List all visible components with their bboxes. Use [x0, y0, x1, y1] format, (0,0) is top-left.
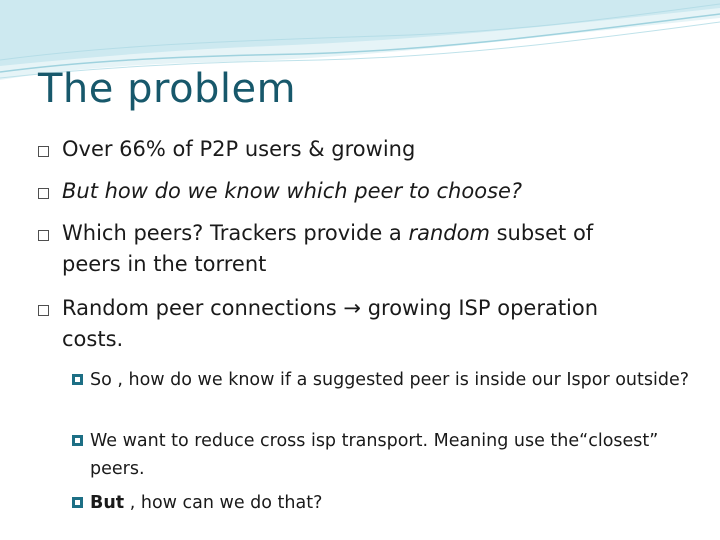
subbullet-text-line: So , how do we know if a suggested peer is inside our Isp — [90, 370, 592, 390]
subbullet-text — [90, 427, 690, 483]
hollow-square-bullet-icon — [38, 146, 49, 157]
filled-square-bullet-icon — [72, 497, 83, 508]
bullet-text: But how do we know which peer to choose? — [62, 179, 523, 203]
filled-square-bullet-icon — [72, 374, 83, 385]
hollow-square-bullet-icon — [38, 188, 49, 199]
bullet-text — [62, 218, 682, 280]
hollow-square-bullet-icon — [38, 305, 49, 316]
bullet-text-part: Which peers? Trackers provide a — [62, 221, 409, 245]
bullet-text-emphasis: random — [408, 221, 490, 245]
slide-title: The problem — [38, 66, 297, 112]
subbullet-text-rest: , how can we do that? — [124, 493, 323, 513]
subbullet-text-line: We want to reduce cross isp transport. Meaning use the — [90, 431, 580, 451]
bullet-text-part: subset of — [489, 221, 594, 245]
hollow-square-bullet-icon — [38, 230, 49, 241]
bullet-text-line: costs. — [62, 327, 124, 351]
subbullet-text-line: “closest” peers. — [90, 431, 659, 479]
subbullet-text — [90, 489, 690, 517]
bullet-text-continuation: peers in the torrent — [62, 252, 267, 276]
bullet-text: Over 66% of P2P users & growing — [62, 137, 416, 161]
subbullet-text-line: or outside? — [591, 370, 690, 390]
bullet-text — [62, 293, 682, 355]
subbullet-text-bold: But — [90, 493, 125, 513]
bullet-text-line: Random peer connections → growing ISP operation — [62, 296, 599, 320]
filled-square-bullet-icon — [72, 435, 83, 446]
subbullet-text — [90, 366, 690, 394]
